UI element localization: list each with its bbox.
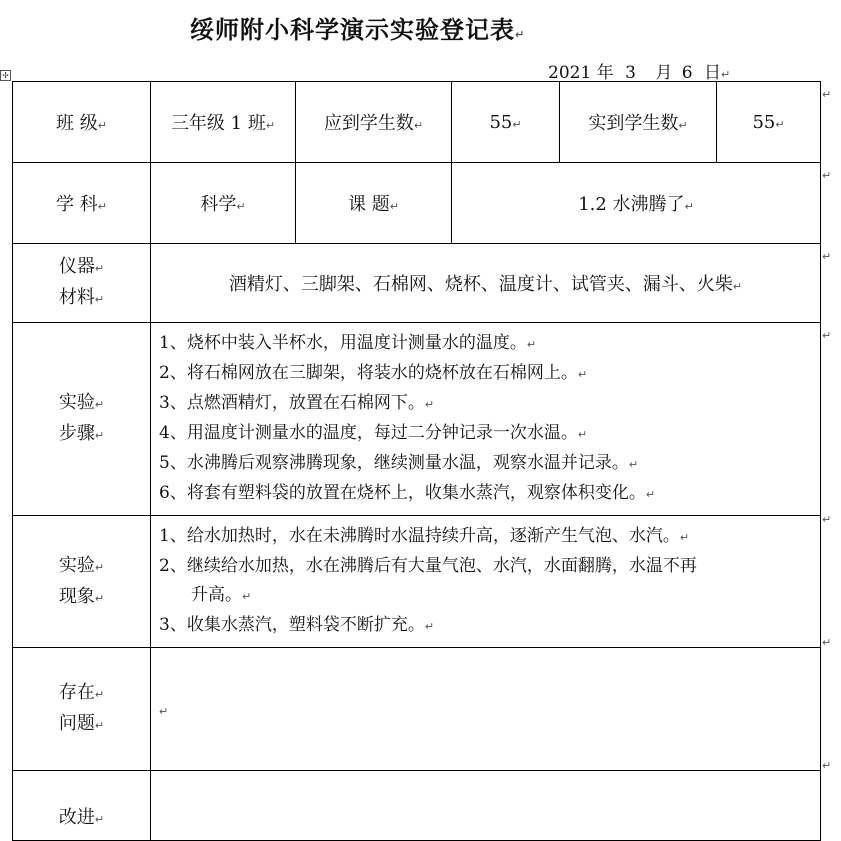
registration-table (12, 81, 821, 841)
row-end-mark: ↵ (822, 636, 832, 649)
table-row (13, 163, 821, 244)
list-item: 2、将石棉网放在三脚架，将装水的烧杯放在石棉网上。↵ (159, 363, 588, 383)
row-end-mark: ↵ (822, 513, 832, 526)
list-item: 4、用温度计测量水的温度，每过二分钟记录一次水温。↵ (159, 423, 588, 443)
list-item: 6、将套有塑料袋的放置在烧杯上，收集水蒸汽，观察体积变化。↵ (159, 483, 656, 503)
steps-value-cell[interactable] (151, 323, 821, 516)
actual-students-label-cell: 实到学生数↵ (560, 82, 717, 163)
improve-label-cell: 改进↵ (13, 771, 151, 841)
date-year: 2021 (548, 63, 592, 83)
move-handle-icon[interactable]: ✢ (0, 70, 11, 81)
table-row (13, 244, 821, 323)
list-item: 2、继续给水加热，水在沸腾后有大量气泡、水汽，水面翻腾，水温不再 (159, 556, 697, 576)
phenomena-value-cell[interactable] (151, 516, 821, 648)
topic-label-cell: 课 题↵ (296, 163, 452, 244)
topic-value-cell[interactable]: 1.2 水沸腾了↵ (452, 163, 821, 244)
table-row (13, 516, 821, 648)
row-end-mark: ↵ (822, 88, 832, 101)
actual-students-value-cell[interactable]: 55↵ (717, 82, 821, 163)
expected-students-label-cell: 应到学生数↵ (296, 82, 452, 163)
equipment-value-cell[interactable]: 酒精灯、三脚架、石棉网、烧杯、温度计、试管夹、漏斗、火柴↵ (151, 244, 821, 323)
expected-students-value-cell[interactable]: 55↵ (452, 82, 560, 163)
equipment-label-cell: 仪器↵ 材料↵ (13, 244, 151, 323)
date-day-unit: 日 (703, 63, 721, 83)
date-month-unit: 月 (655, 63, 673, 83)
improve-value-cell[interactable] (151, 771, 821, 841)
table-row (13, 323, 821, 516)
table-row (13, 82, 821, 163)
date-month: 3 (625, 63, 636, 83)
date-year-unit: 年 (596, 63, 614, 83)
row-end-mark: ↵ (822, 169, 832, 182)
class-label-cell: 班 级↵ (13, 82, 151, 163)
problems-value-cell[interactable]: ↵ (151, 648, 821, 771)
list-item: 5、水沸腾后观察沸腾现象，继续测量水温，观察水温并记录。↵ (159, 453, 639, 473)
list-item: 1、烧杯中装入半杯水，用温度计测量水的温度。↵ (159, 333, 537, 353)
paragraph-mark: ↵ (720, 68, 731, 81)
phenomena-label-cell: 实验↵ 现象↵ (13, 516, 151, 648)
class-value-cell[interactable]: 三年级 1 班↵ (151, 82, 296, 163)
row-end-mark: ↵ (822, 329, 832, 342)
date-day: 6 (681, 63, 693, 83)
list-item-continuation: 升高。↵ (191, 585, 252, 605)
steps-label-cell: 实验↵ 步骤↵ (13, 323, 151, 516)
list-item: 1、给水加热时，水在未沸腾时水温持续升高，逐渐产生气泡、水汽。↵ (159, 526, 690, 546)
row-end-mark: ↵ (822, 250, 832, 263)
list-item: 3、点燃酒精灯，放置在石棉网下。↵ (159, 393, 435, 413)
document-title (190, 10, 525, 45)
subject-value-cell[interactable]: 科学↵ (151, 163, 296, 244)
table-row (13, 771, 821, 841)
problems-label-cell: 存在↵ 问题↵ (13, 648, 151, 771)
date-line (548, 58, 730, 83)
title-text: 绥师附小科学演示实验登记表 (190, 16, 515, 44)
paragraph-mark: ↵ (515, 28, 526, 41)
subject-label-cell: 学 科↵ (13, 163, 151, 244)
table-row (13, 648, 821, 771)
row-end-mark: ↵ (822, 759, 832, 772)
list-item: 3、收集水蒸汽，塑料袋不断扩充。↵ (159, 615, 435, 635)
